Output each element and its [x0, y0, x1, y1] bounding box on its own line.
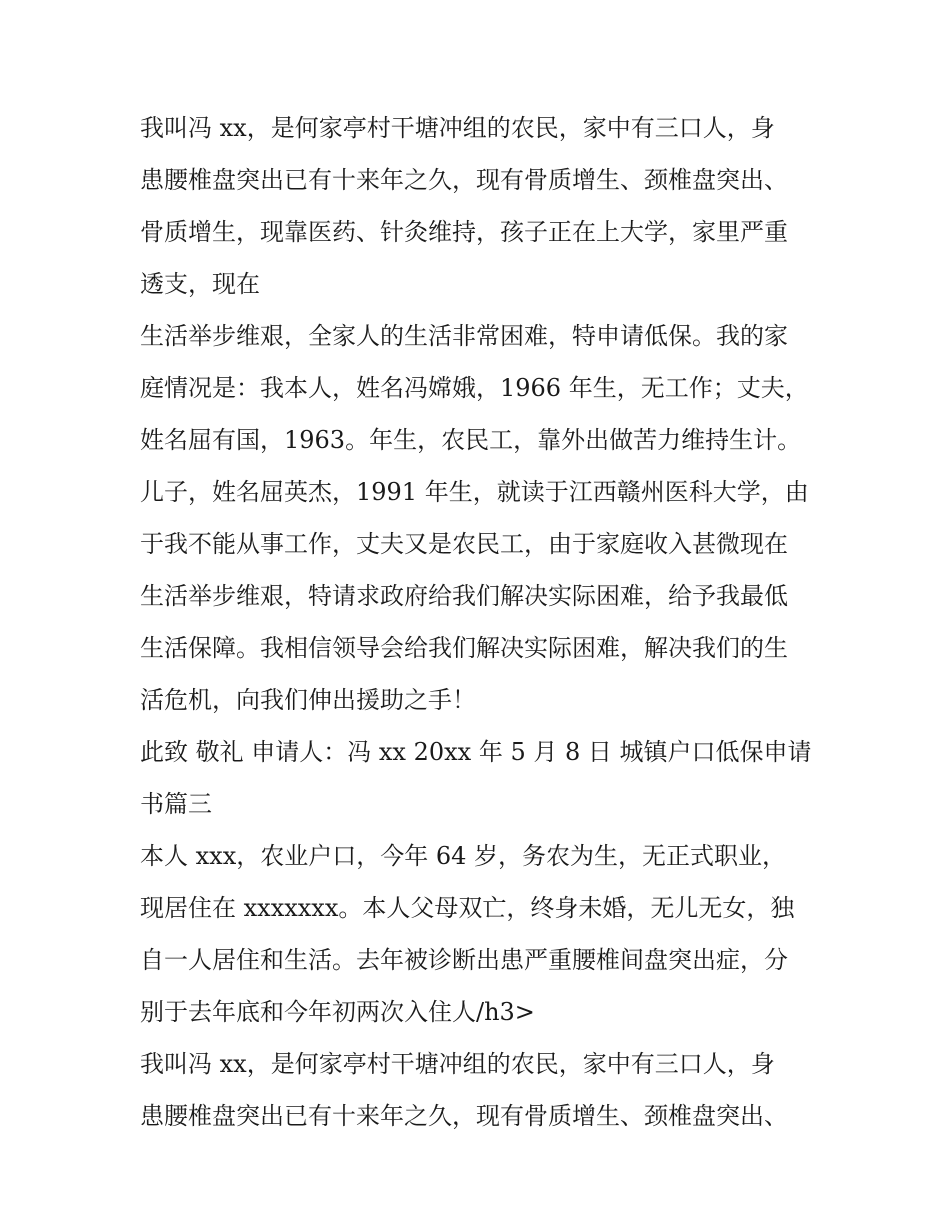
text-line: 于我不能从事工作，丈夫又是农民工，由于家庭收入甚微现在 [140, 530, 788, 558]
text-line: 本人 xxx，农业户口，今年 64 岁，务农为生，无正式职业， [140, 842, 787, 870]
text-line: 骨质增生，现靠医药、针灸维持，孩子正在上大学，家里严重 [140, 218, 788, 246]
paragraph-4 [140, 830, 820, 1038]
text-line: 我叫冯 xx，是何家亭村干塘冲组的农民，家中有三口人，身 [140, 1050, 775, 1078]
text-line: 庭情况是：我本人，姓名冯嫦娥，1966 年生，无工作；丈夫， [140, 374, 809, 402]
text-line: 患腰椎盘突出已有十来年之久，现有骨质增生、颈椎盘突出、 [140, 166, 788, 194]
text-line: 别于去年底和今年初两次入住人/h3> [140, 998, 535, 1026]
text-line: 此致 敬礼 申请人：冯 xx 20xx 年 5 月 8 日 城镇户口低保申请 [140, 738, 812, 766]
text-line: 书篇三 [140, 790, 212, 818]
paragraph-5 [140, 1038, 820, 1142]
text-line: 透支，现在 [140, 270, 260, 298]
paragraph-2 [140, 310, 820, 726]
paragraph-1 [140, 102, 820, 310]
text-line: 患腰椎盘突出已有十来年之久，现有骨质增生、颈椎盘突出、 [140, 1102, 788, 1130]
text-line: 生活举步维艰，特请求政府给我们解决实际困难，给予我最低 [140, 582, 788, 610]
text-line: 现居住在 xxxxxxx。本人父母双亡，终身未婚，无儿无女，独 [140, 894, 795, 922]
text-line: 活危机，向我们伸出援助之手！ [140, 686, 476, 714]
document-page [140, 102, 820, 1142]
text-line: 姓名屈有国，1963。年生，农民工，靠外出做苦力维持生计。 [140, 426, 802, 454]
text-line: 儿子，姓名屈英杰，1991 年生，就读于江西赣州医科大学，由 [140, 478, 809, 506]
text-line: 自一人居住和生活。去年被诊断出患严重腰椎间盘突出症，分 [140, 946, 788, 974]
paragraph-3 [140, 726, 820, 830]
text-line: 生活保障。我相信领导会给我们解决实际困难，解决我们的生 [140, 634, 788, 662]
text-line: 我叫冯 xx，是何家亭村干塘冲组的农民，家中有三口人，身 [140, 114, 775, 142]
text-line: 生活举步维艰，全家人的生活非常困难，特申请低保。我的家 [140, 322, 788, 350]
